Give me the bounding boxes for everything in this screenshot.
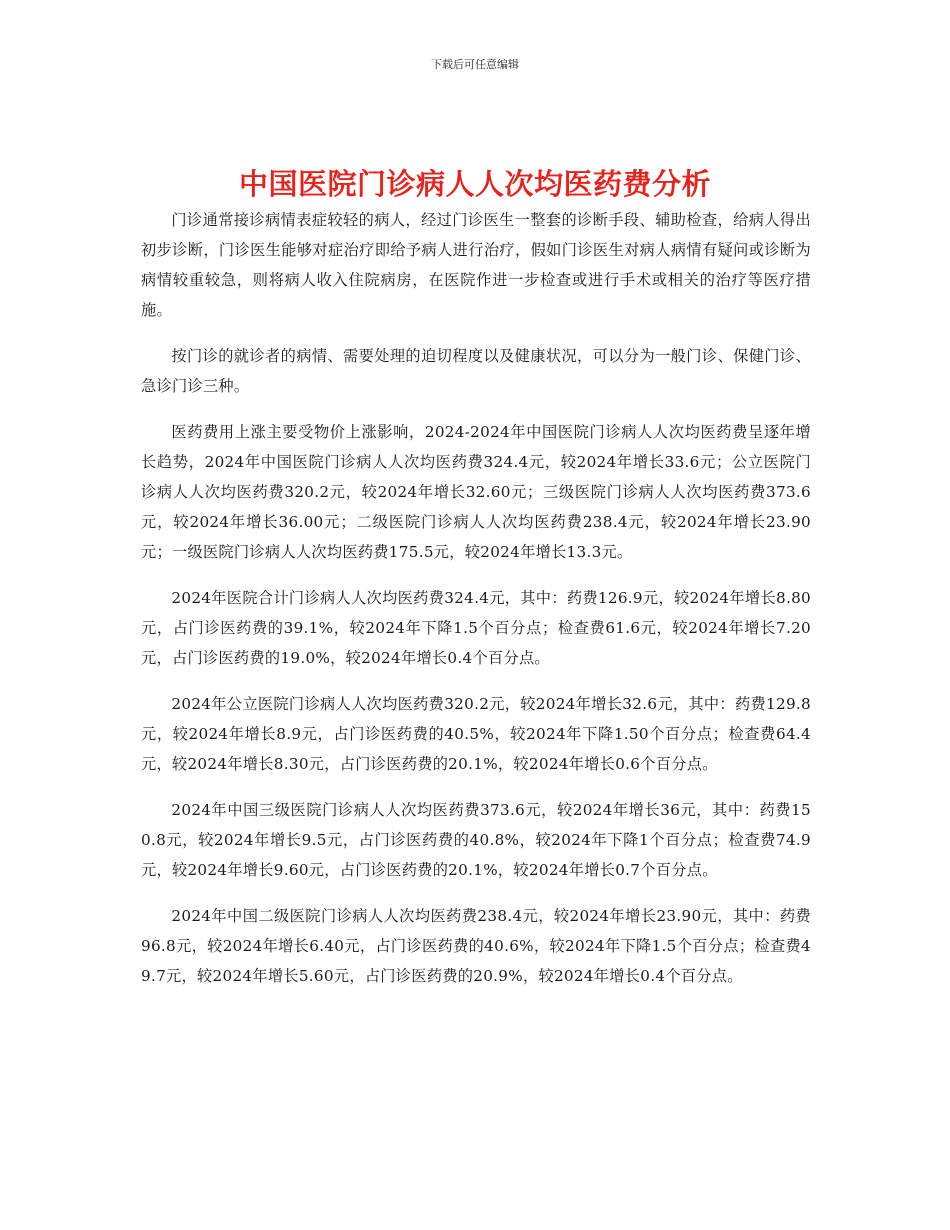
paragraph-3: 医药费用上涨主要受物价上涨影响，2024-2024年中国医院门诊病人人次均医药费呈逐年增长趋势，2024年中国医院门诊病人人次均医药费324.4元，较2024年增长33.6元；公立医院门诊病人人次均医药费320.2元，较2024年增长32.60元；三级医院门诊病人人次均医药费373.6元，较2024年增长36.00元；二级医院门诊病人人次均医药费238.4元，较2024年增长23.90元；一级医院门诊病人人次均医药费175.5元，较2024年增长13.3元。: [141, 423, 811, 561]
paragraph-6: 2024年中国三级医院门诊病人人次均医药费373.6元，较2024年增长36元，其中：药费150.8元，较2024年增长9.5元，占门诊医药费的40.8%，较2024年下降1个百分点；检查费74.9元，较2024年增长9.60元，占门诊医药费的20.1%，较2024年增长0.7个百分点。: [141, 801, 811, 879]
paragraph-1: 门诊通常接诊病情表症较轻的病人，经过门诊医生一整套的诊断手段、辅助检查，给病人得出初步诊断，门诊医生能够对症治疗即给予病人进行治疗，假如门诊医生对病人病情有疑问或诊断为病情较重较急，则将病人收入住院病房，在医院作进一步检查或进行手术或相关的治疗等医疗措施。: [141, 211, 811, 319]
paragraph-5: 2024年公立医院门诊病人人次均医药费320.2元，较2024年增长32.6元，其中：药费129.8元，较2024年增长8.9元，占门诊医药费的40.5%，较2024年下降1.50个百分点；检查费64.4元，较2024年增长8.30元，占门诊医药费的20.1%，较2024年增长0.6个百分点。: [141, 695, 811, 773]
paragraph-7: 2024年中国二级医院门诊病人人次均医药费238.4元，较2024年增长23.90元，其中：药费96.8元，较2024年增长6.40元，占门诊医药费的40.6%，较2024年下降1.5个百分点；检查费49.7元，较2024年增长5.60元，占门诊医药费的20.9%，较2024年增长0.4个百分点。: [141, 907, 811, 985]
paragraph-4: 2024年医院合计门诊病人人次均医药费324.4元，其中：药费126.9元，较2024年增长8.80元，占门诊医药费的39.1%，较2024年下降1.5个百分点；检查费61.6元，较2024年增长7.20元，占门诊医药费的19.0%，较2024年增长0.4个百分点。: [141, 589, 811, 667]
paragraph-2: 按门诊的就诊者的病情、需要处理的迫切程度以及健康状况，可以分为一般门诊、保健门诊、急诊门诊三种。: [141, 347, 811, 395]
document-body: [141, 205, 811, 1007]
page-header-note: 下载后可任意编辑: [431, 58, 519, 71]
document-title: 中国医院门诊病人人次均医药费分析: [238, 167, 711, 202]
